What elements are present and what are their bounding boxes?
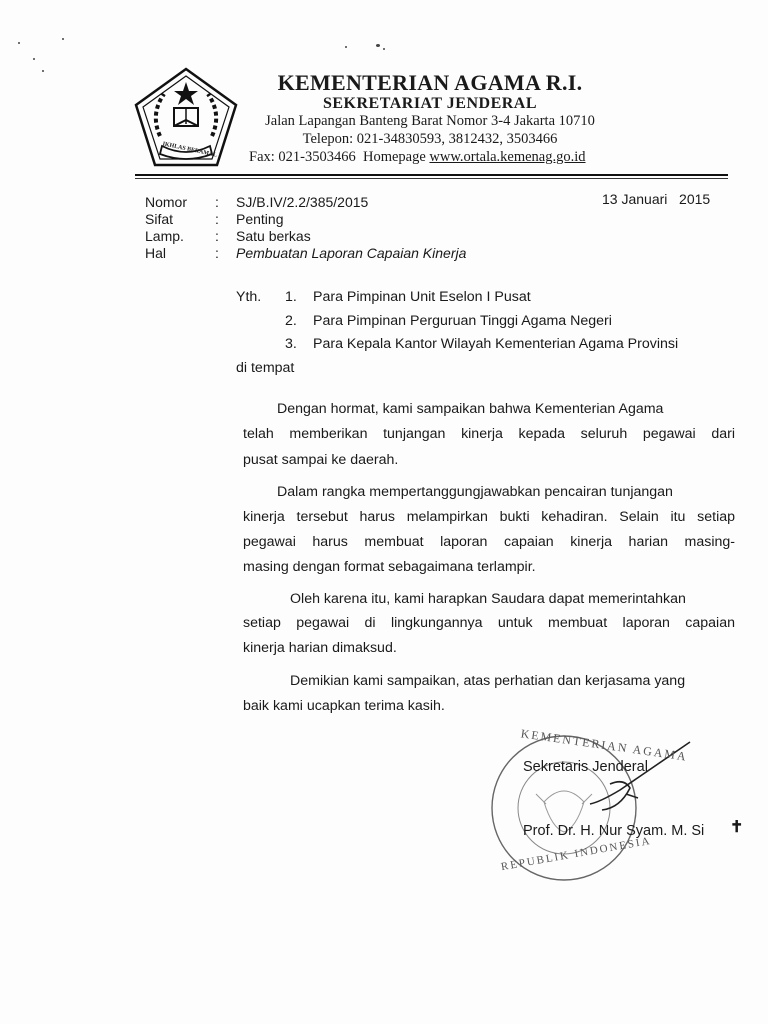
paragraph-1-line-1: Dengan hormat, kami sampaikan bahwa Kementerian Agama bbox=[277, 401, 664, 417]
stamp-text-top: KEMENTERIAN AGAMA bbox=[519, 726, 689, 764]
ministry-address: Jalan Lapangan Banteng Barat Nomor 3-4 Jakarta 10710 bbox=[265, 113, 595, 129]
addressee-place: di tempat bbox=[236, 360, 295, 376]
letterhead bbox=[0, 0, 768, 180]
meta-value-sifat: Penting bbox=[236, 211, 284, 227]
homepage-label: Homepage bbox=[362, 149, 426, 165]
letter-date: 13 Januari 2015 bbox=[602, 191, 711, 207]
stamp-text-bottom: REPUBLIK INDONESIA bbox=[500, 834, 653, 874]
recipient-number: 2. bbox=[285, 313, 297, 329]
meta-value-nomor: SJ/B.IV/2.2/385/2015 bbox=[236, 194, 369, 210]
meta-row-lamp bbox=[145, 228, 184, 244]
paragraph-2-line-1: Dalam rangka mempertanggungjawabkan pencairan tunjangan bbox=[277, 484, 673, 500]
paragraph-4-line-2: baik kami ucapkan terima kasih. bbox=[243, 698, 445, 714]
signatory-title: Sekretaris Jenderal bbox=[523, 759, 648, 775]
logo-motto: IKHLAS BERAMAL bbox=[161, 141, 218, 159]
ministry-name: KEMENTERIAN AGAMA R.I. bbox=[277, 70, 583, 95]
recipient-number: 3. bbox=[285, 336, 297, 352]
meta-label: Sifat bbox=[145, 211, 174, 227]
meta-value-hal: Pembuatan Laporan Capaian Kinerja bbox=[236, 245, 467, 261]
ministry-fax-line bbox=[249, 149, 586, 166]
meta-label: Hal bbox=[145, 245, 167, 261]
paragraph-1-line-3: pusat sampai ke daerah. bbox=[243, 452, 399, 468]
paragraph-4-line-1: Demikian kami sampaikan, atas perhatian dan kerjasama yang bbox=[290, 673, 686, 689]
meta-colon: : bbox=[215, 228, 219, 244]
initial-mark-icon: ✝ bbox=[730, 819, 744, 836]
paragraph-3-line-1: Oleh karena itu, kami harapkan Saudara dapat memerintahkan bbox=[290, 591, 686, 607]
fax-number: Fax: 021-3503466 bbox=[249, 149, 356, 165]
paragraph-1-line-2: telah memberikan tunjangan kinerja kepada seluruh pegawai dari bbox=[243, 426, 735, 442]
letterhead-rule-thick bbox=[135, 174, 728, 176]
meta-row-sifat bbox=[145, 211, 173, 227]
meta-row-nomor bbox=[145, 194, 187, 210]
ministry-telephone: Telepon: 021-34830593, 3812432, 3503466 bbox=[302, 131, 558, 147]
recipient-text: Para Pimpinan Unit Eselon I Pusat bbox=[313, 289, 531, 305]
secretariat-name: SEKRETARIAT JENDERAL bbox=[322, 95, 538, 112]
letterhead-rule-thin bbox=[135, 178, 728, 179]
meta-colon: : bbox=[215, 211, 219, 227]
meta-colon: : bbox=[215, 194, 219, 210]
meta-value-lamp: Satu berkas bbox=[236, 228, 311, 244]
paragraph-2-line-4: masing dengan format sebagaimana terlampir. bbox=[243, 559, 536, 575]
meta-row-hal bbox=[145, 245, 166, 261]
paragraph-3-line-3: kinerja harian dimaksud. bbox=[243, 640, 397, 656]
meta-colon: : bbox=[215, 245, 219, 261]
paragraph-2-line-2: kinerja tersebut harus melampirkan bukti kehadiran. Selain itu setiap bbox=[243, 509, 735, 525]
recipient-number: 1. bbox=[285, 289, 297, 305]
recipient-text: Para Pimpinan Perguruan Tinggi Agama Negeri bbox=[313, 313, 612, 329]
homepage-link[interactable]: www.ortala.kemenag.go.id bbox=[429, 149, 586, 165]
meta-label: Nomor bbox=[145, 194, 188, 210]
paragraph-3-line-2: setiap pegawai di lingkungannya untuk membuat laporan capaian bbox=[243, 615, 735, 631]
signatory-name: Prof. Dr. H. Nur Syam. M. Si bbox=[523, 823, 705, 839]
ministry-logo bbox=[132, 66, 240, 170]
meta-label: Lamp. bbox=[145, 228, 184, 244]
recipient-text: Para Kepala Kantor Wilayah Kementerian Agama Provinsi bbox=[313, 336, 679, 352]
paragraph-2-line-3: pegawai harus membuat laporan capaian kinerja harian masing- bbox=[243, 534, 735, 550]
yth-label: Yth. bbox=[236, 289, 262, 305]
